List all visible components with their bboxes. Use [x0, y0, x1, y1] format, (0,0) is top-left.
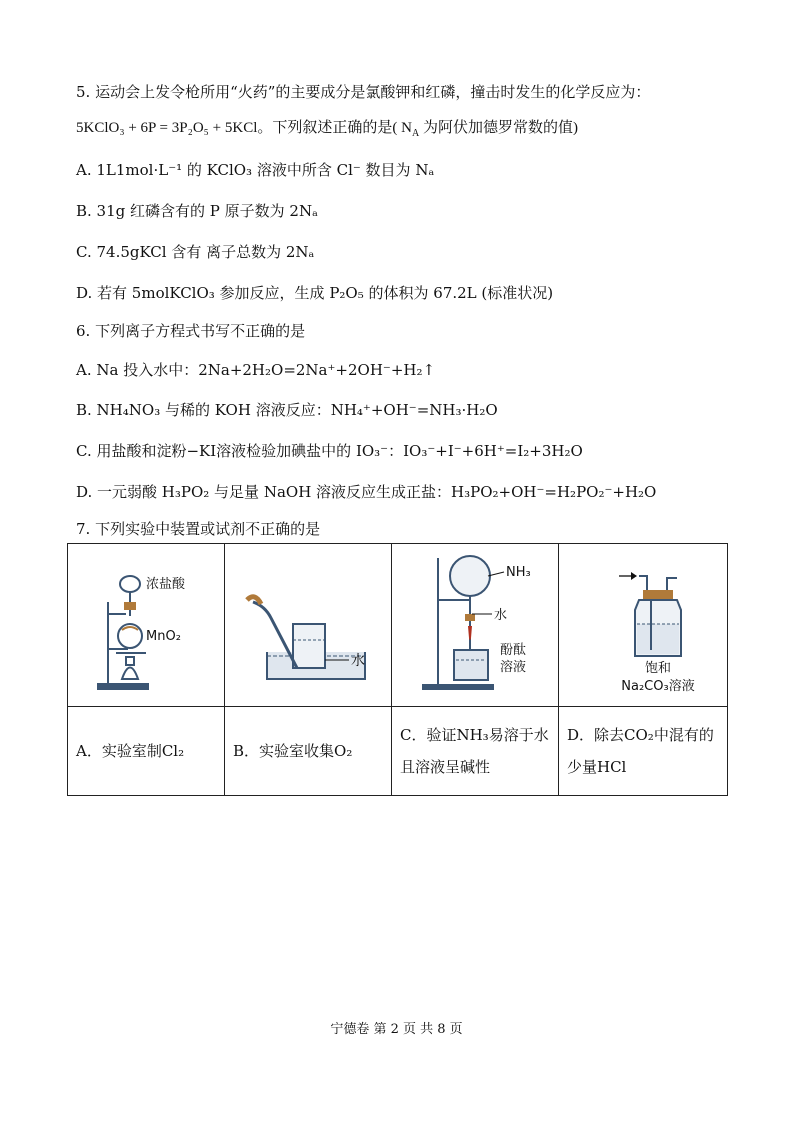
label-nh3: NH₃ [506, 565, 531, 580]
label-solution: 溶液 [500, 660, 527, 675]
caption-b-text: B．实验室收集O₂ [233, 742, 353, 760]
q6-option-b: B. NH₄NO₃ 与稀的 KOH 溶液反应：NH₄⁺+OH⁻=NH₃·H₂O [76, 401, 498, 419]
q6-option-a: A. Na 投入水中：2Na+2H₂O=2Na⁺+2OH⁻+H₂↑ [76, 361, 436, 379]
caption-d [559, 707, 728, 796]
red-liquid-drop [468, 626, 472, 640]
chlorine-generator-apparatus-figure [68, 544, 225, 706]
gas-collection-bottle [293, 624, 325, 668]
caption-c [392, 707, 559, 796]
oxygen-collection-figure [225, 544, 392, 706]
caption-c-line1: C．验证NH₃易溶于水 [400, 726, 549, 744]
q5-option-d: D. 若有 5molKClO₃ 参加反应，生成 P₂O₅ 的体积为 67.2L (标准状况) [76, 284, 554, 302]
label-water-c: 水 [494, 608, 508, 623]
q5-option-c: C. 74.5gKCl 含有 离子总数为 2Nₐ [76, 243, 315, 261]
label-phenolphthalein: 酚酞 [500, 643, 527, 658]
q7-stem: 7. 下列实验中装置或试剂不正确的是 [76, 520, 321, 538]
q5-stem-2-tail: 为阿伏加德罗常数的值) [419, 120, 578, 136]
figure-cell-b [225, 544, 392, 707]
q5-equation: 5KClO₃ + 6P = 3P₂O₅ + 5KCl [76, 120, 258, 136]
q5-equation-line [76, 118, 578, 138]
q6-option-d: D. 一元弱酸 H₃PO₂ 与足量 NaOH 溶液反应生成正盐：H₃PO₂+OH⁻=H₂PO₂⁻+H₂O [76, 483, 657, 501]
stand-base [98, 684, 148, 689]
figure-cell-d [559, 544, 728, 707]
beaker-phenolphthalein [454, 650, 488, 680]
gas-washing-bottle-figure [559, 544, 728, 706]
separatory-funnel [120, 576, 140, 592]
q6-option-c: C. 用盐酸和淀粉−KI溶液检验加碘盐中的 IO₃⁻：IO₃⁻+I⁻+6H⁺=I₂+3H₂O [76, 442, 583, 460]
q5-option-b: B. 31g 红磷含有的 P 原子数为 2Nₐ [76, 202, 318, 220]
alcohol-lamp [122, 668, 138, 680]
q5-stem-2: 。下列叙述正确的是( N [257, 120, 412, 136]
q7-experiment-table [67, 543, 728, 796]
caption-d-line1: D．除去CO₂中混有的 [567, 726, 714, 744]
caption-a-text: A．实验室制Cl₂ [76, 742, 185, 760]
ammonia-fountain-figure [392, 544, 559, 706]
stand-base-c [422, 684, 494, 690]
label-saturated: 饱和 [644, 661, 672, 676]
label-na2co3-solution: Na₂CO₃溶液 [621, 679, 695, 694]
flask-nh3 [450, 556, 490, 596]
caption-a [68, 707, 225, 796]
caption-b [225, 707, 392, 796]
arrow-icon [631, 572, 637, 580]
label-mno2: MnO₂ [146, 629, 181, 644]
label-water-b: 水 [351, 653, 365, 669]
q5-stem: 5. 运动会上发令枪所用“火药”的主要成分是氯酸钾和红磷，撞击时发生的化学反应为： [76, 83, 651, 101]
q6-stem: 6. 下列离子方程式书写不正确的是 [76, 322, 306, 340]
page-footer: 宁德卷 第 2 页 共 8 页 [330, 1022, 463, 1037]
caption-d-line2: 少量HCl [567, 758, 627, 776]
label-conc-hcl: 浓盐酸 [146, 577, 186, 592]
q5-na-subscript: A [411, 128, 420, 139]
figure-cell-a [68, 544, 225, 707]
q5-option-a: A. 1L1mol·L⁻¹ 的 KClO₃ 溶液中所含 Cl⁻ 数目为 Nₐ [76, 161, 435, 179]
figure-cell-c [392, 544, 559, 707]
caption-c-line2: 且溶液呈碱性 [400, 758, 491, 776]
